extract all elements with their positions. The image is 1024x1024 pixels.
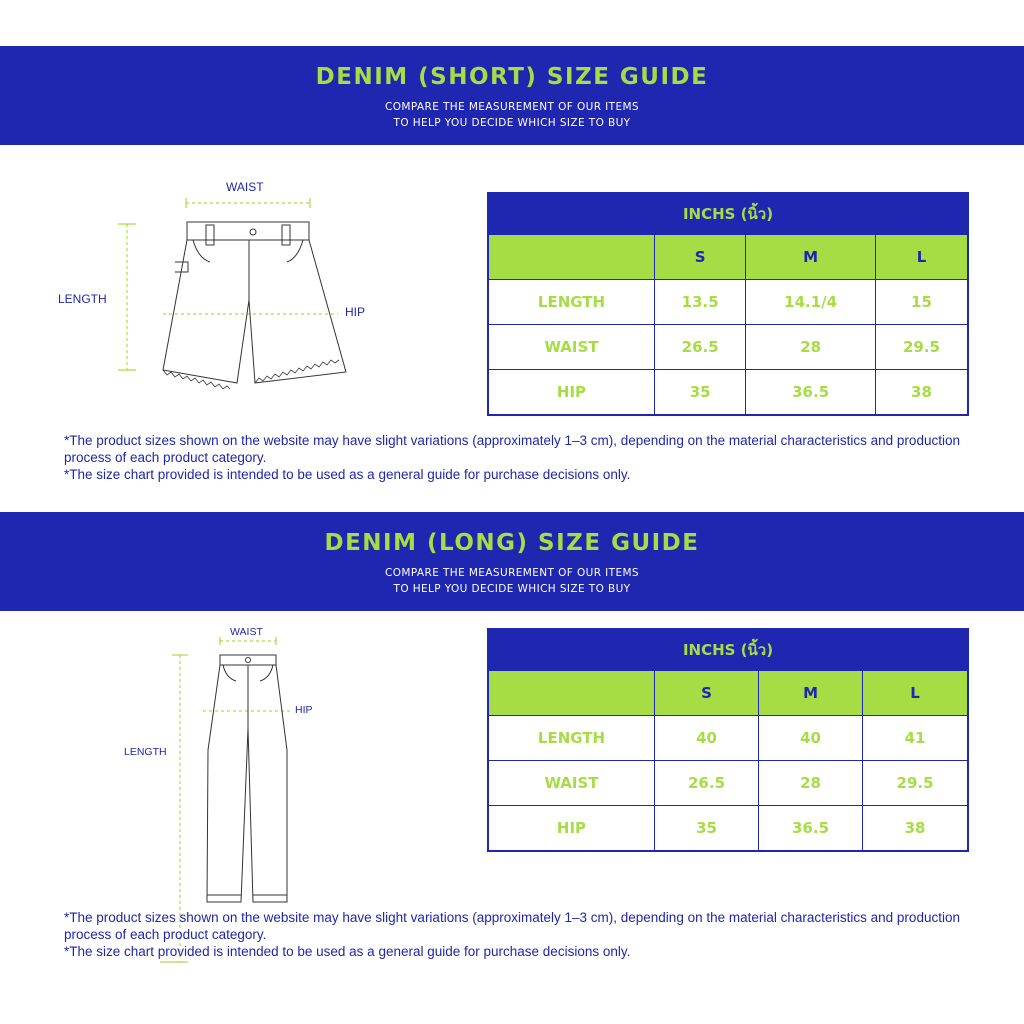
short-note-2: *The size chart provided is intended to be used as a general guide for purchase decisions only. (64, 467, 631, 482)
long-guide-title: DENIM (LONG) SIZE GUIDE (324, 530, 700, 556)
row-label: LENGTH (488, 716, 655, 761)
cell-value: 13.5 (655, 280, 746, 325)
table-row (488, 806, 968, 852)
row-label: HIP (488, 370, 655, 416)
row-label: WAIST (488, 761, 655, 806)
cell-value: 35 (655, 806, 759, 852)
long-guide-subtitle-2: TO HELP YOU DECIDE WHICH SIZE TO BUY (393, 583, 631, 595)
cell-value: 26.5 (655, 761, 759, 806)
long-corner-cell (488, 671, 655, 716)
long-guide-banner (0, 512, 1024, 611)
long-unit-header: INCHS (นิ้ว) (488, 629, 968, 671)
short-guide-subtitle-1: COMPARE THE MEASUREMENT OF OUR ITEMS (385, 101, 639, 113)
long-disclaimer (64, 909, 964, 960)
cell-value: 40 (655, 716, 759, 761)
cell-value: 38 (875, 370, 968, 416)
long-waist-label: WAIST (230, 626, 263, 638)
table-row (488, 325, 968, 370)
long-note-1: *The product sizes shown on the website may have slight variations (approximately 1–3 cm), depending on the material characteristics and production process of each product category. (64, 910, 960, 942)
row-label: LENGTH (488, 280, 655, 325)
short-note-1: *The product sizes shown on the website may have slight variations (approximately 1–3 cm), depending on the material characteristics and production process of each product category. (64, 433, 960, 465)
cell-value: 14.1/4 (746, 280, 876, 325)
short-corner-cell (488, 235, 655, 280)
long-note-2: *The size chart provided is intended to be used as a general guide for purchase decisions only. (64, 944, 631, 959)
cell-value: 29.5 (863, 761, 968, 806)
short-unit-header: INCHS (นิ้ว) (488, 193, 968, 235)
short-waist-label: WAIST (226, 180, 264, 194)
cell-value: 36.5 (759, 806, 863, 852)
short-disclaimer (64, 432, 964, 483)
cell-value: 38 (863, 806, 968, 852)
long-size-l: L (863, 671, 968, 716)
row-label: WAIST (488, 325, 655, 370)
cell-value: 15 (875, 280, 968, 325)
long-size-m: M (759, 671, 863, 716)
cell-value: 40 (759, 716, 863, 761)
table-row (488, 716, 968, 761)
long-size-table (487, 628, 969, 852)
short-size-m: M (746, 235, 876, 280)
cell-value: 41 (863, 716, 968, 761)
short-size-l: L (875, 235, 968, 280)
cell-value: 35 (655, 370, 746, 416)
table-row (488, 280, 968, 325)
short-length-label: LENGTH (58, 292, 107, 306)
short-size-s: S (655, 235, 746, 280)
cell-value: 28 (759, 761, 863, 806)
long-length-label: LENGTH (124, 746, 167, 758)
short-size-table (487, 192, 969, 416)
long-size-s: S (655, 671, 759, 716)
cell-value: 28 (746, 325, 876, 370)
long-guide-subtitle-1: COMPARE THE MEASUREMENT OF OUR ITEMS (385, 567, 639, 579)
short-guide-subtitle-2: TO HELP YOU DECIDE WHICH SIZE TO BUY (393, 117, 631, 129)
cell-value: 29.5 (875, 325, 968, 370)
short-hip-label: HIP (345, 305, 366, 319)
table-row (488, 370, 968, 416)
row-label: HIP (488, 806, 655, 852)
short-guide-banner (0, 46, 1024, 145)
short-guide-title: DENIM (SHORT) SIZE GUIDE (315, 64, 709, 90)
table-row (488, 761, 968, 806)
long-hip-label: HIP (295, 704, 313, 716)
cell-value: 26.5 (655, 325, 746, 370)
cell-value: 36.5 (746, 370, 876, 416)
